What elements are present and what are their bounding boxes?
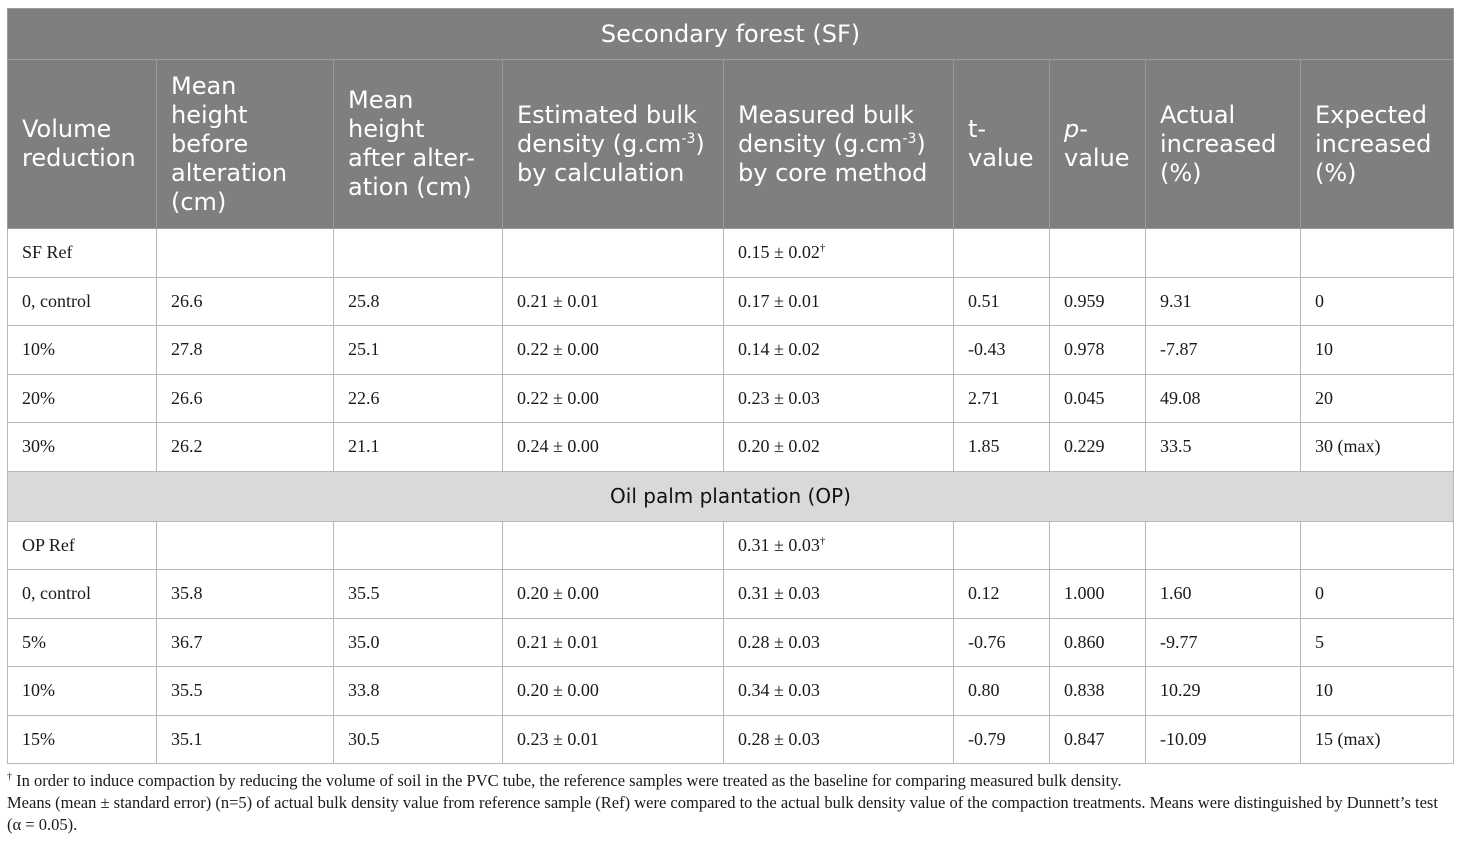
header-p-value	[1050, 60, 1146, 229]
table-cell: 35.5	[334, 570, 503, 619]
table-cell: 0.959	[1050, 277, 1146, 326]
cell-sf-ref-label: SF Ref	[8, 229, 157, 278]
table-cell: 0, control	[8, 570, 157, 619]
table-cell: 0.045	[1050, 374, 1146, 423]
section-title-sf: Secondary forest (SF)	[8, 9, 1454, 60]
table-cell: 0.21 ± 0.01	[503, 277, 724, 326]
table-cell: 0.847	[1050, 715, 1146, 764]
cell-empty	[954, 229, 1050, 278]
table-cell: 35.0	[334, 618, 503, 667]
table-cell: 0.23 ± 0.03	[724, 374, 954, 423]
table-cell: -0.76	[954, 618, 1050, 667]
header-measured-bd-sup: -3	[902, 130, 917, 147]
header-estimated-bd-sup: -3	[681, 130, 696, 147]
table-cell: 0.51	[954, 277, 1050, 326]
header-measured-bd-text2: ) by core method	[738, 129, 928, 187]
table-cell: 0.80	[954, 667, 1050, 716]
dagger-mark: †	[819, 534, 826, 547]
header-measured-bd-text: Measured bulk density (g.cm	[738, 100, 914, 158]
cell-empty	[1050, 521, 1146, 570]
table-cell: 25.1	[334, 326, 503, 375]
header-estimated-bd-text: Estimated bulk density (g.cm	[517, 100, 697, 158]
table-cell: 0.23 ± 0.01	[503, 715, 724, 764]
data-table	[7, 8, 1454, 764]
header-actual-increased: Actual increased (%)	[1146, 60, 1301, 229]
section-title-op: Oil palm plantation (OP)	[8, 471, 1454, 521]
cell-empty	[1050, 229, 1146, 278]
table-cell: 0.838	[1050, 667, 1146, 716]
table-cell: 0.28 ± 0.03	[724, 715, 954, 764]
table-cell: 10.29	[1146, 667, 1301, 716]
header-height-before: Mean height before alteration (cm)	[157, 60, 334, 229]
header-estimated-bd	[503, 60, 724, 229]
header-estimated-bd-text2: ) by calculation	[517, 129, 705, 187]
table-cell: 0.20 ± 0.00	[503, 667, 724, 716]
cell-empty	[1146, 229, 1301, 278]
cell-empty	[334, 229, 503, 278]
table-cell: 0.22 ± 0.00	[503, 374, 724, 423]
column-header-row	[8, 60, 1454, 229]
table-cell: 0.24 ± 0.00	[503, 423, 724, 472]
table-footnotes	[7, 770, 1453, 836]
table-cell: 26.6	[157, 277, 334, 326]
cell-empty	[157, 521, 334, 570]
dagger-mark: †	[819, 242, 826, 255]
cell-op-ref-label: OP Ref	[8, 521, 157, 570]
table-row-op-ref	[8, 521, 1454, 570]
sf-ref-measured-value: 0.15 ± 0.02	[738, 242, 820, 263]
table-cell: 27.8	[157, 326, 334, 375]
table-container	[7, 8, 1453, 836]
footnote-dagger-text: In order to induce compaction by reducing the volume of soil in the PVC tube, the reference samples were treated as the baseline for comparing measured bulk density.	[12, 771, 1122, 790]
table-cell: 0.21 ± 0.01	[503, 618, 724, 667]
op-ref-measured-value: 0.31 ± 0.03	[738, 534, 820, 555]
table-cell: 22.6	[334, 374, 503, 423]
table-cell: 33.8	[334, 667, 503, 716]
table-cell: 21.1	[334, 423, 503, 472]
table-cell: 20%	[8, 374, 157, 423]
table-cell: 2.71	[954, 374, 1050, 423]
table-cell: 1.000	[1050, 570, 1146, 619]
table-cell: -0.43	[954, 326, 1050, 375]
table-cell: 0.28 ± 0.03	[724, 618, 954, 667]
header-expected-increased: Expected increased (%)	[1301, 60, 1454, 229]
table-cell: 0.12	[954, 570, 1050, 619]
header-height-after: Mean height after alter-ation (cm)	[334, 60, 503, 229]
table-cell: 0.22 ± 0.00	[503, 326, 724, 375]
header-p-italic: p	[1064, 115, 1080, 143]
table-row	[8, 667, 1454, 716]
table-cell: 0, control	[8, 277, 157, 326]
table-cell: 10	[1301, 667, 1454, 716]
table-row	[8, 715, 1454, 764]
table-cell: 5	[1301, 618, 1454, 667]
header-volume-reduction: Volume reduction	[8, 60, 157, 229]
table-cell: 0.14 ± 0.02	[724, 326, 954, 375]
table-cell: 0.34 ± 0.03	[724, 667, 954, 716]
section-header-sf	[8, 9, 1454, 60]
header-p-rest: -value	[1064, 115, 1130, 172]
table-cell: 0.229	[1050, 423, 1146, 472]
table-cell: -10.09	[1146, 715, 1301, 764]
table-cell: 0.978	[1050, 326, 1146, 375]
header-measured-bd	[724, 60, 954, 229]
table-row	[8, 570, 1454, 619]
table-cell: 0.20 ± 0.00	[503, 570, 724, 619]
table-cell: 0.17 ± 0.01	[724, 277, 954, 326]
table-cell: 25.8	[334, 277, 503, 326]
cell-empty	[503, 229, 724, 278]
table-cell: 5%	[8, 618, 157, 667]
table-cell: 0	[1301, 277, 1454, 326]
table-cell: 1.60	[1146, 570, 1301, 619]
cell-empty	[954, 521, 1050, 570]
table-cell: 35.8	[157, 570, 334, 619]
cell-empty	[1301, 521, 1454, 570]
footnote-means: Means (mean ± standard error) (n=5) of actual bulk density value from reference sample (Ref) were compared to the actual bulk density value of the compaction treatments. Means were distinguished by Dunnett’s test (α = 0.05).	[7, 793, 1438, 834]
table-cell: 15%	[8, 715, 157, 764]
table-cell: 35.5	[157, 667, 334, 716]
table-cell: 35.1	[157, 715, 334, 764]
cell-empty	[1146, 521, 1301, 570]
table-cell: 9.31	[1146, 277, 1301, 326]
cell-sf-ref-measured	[724, 229, 954, 278]
footnote-dagger	[7, 770, 1453, 792]
cell-empty	[157, 229, 334, 278]
cell-empty	[1301, 229, 1454, 278]
table-cell: -7.87	[1146, 326, 1301, 375]
table-cell: 20	[1301, 374, 1454, 423]
table-cell: 0	[1301, 570, 1454, 619]
table-cell: 10%	[8, 326, 157, 375]
cell-op-ref-measured	[724, 521, 954, 570]
header-t-value: t-value	[954, 60, 1050, 229]
table-cell: 15 (max)	[1301, 715, 1454, 764]
table-row-sf-ref	[8, 229, 1454, 278]
table-cell: 26.6	[157, 374, 334, 423]
table-cell: 10	[1301, 326, 1454, 375]
table-cell: 0.31 ± 0.03	[724, 570, 954, 619]
table-cell: 36.7	[157, 618, 334, 667]
table-row	[8, 423, 1454, 472]
table-cell: 0.20 ± 0.02	[724, 423, 954, 472]
table-cell: 30%	[8, 423, 157, 472]
cell-empty	[334, 521, 503, 570]
table-cell: 26.2	[157, 423, 334, 472]
table-cell: -0.79	[954, 715, 1050, 764]
table-cell: 0.860	[1050, 618, 1146, 667]
table-cell: 30 (max)	[1301, 423, 1454, 472]
table-cell: 49.08	[1146, 374, 1301, 423]
table-row	[8, 277, 1454, 326]
table-row	[8, 618, 1454, 667]
table-cell: 33.5	[1146, 423, 1301, 472]
table-cell: -9.77	[1146, 618, 1301, 667]
table-cell: 30.5	[334, 715, 503, 764]
table-cell: 10%	[8, 667, 157, 716]
table-row	[8, 374, 1454, 423]
table-row	[8, 326, 1454, 375]
section-header-op	[8, 471, 1454, 521]
dagger-mark: †	[7, 771, 12, 783]
cell-empty	[503, 521, 724, 570]
table-cell: 1.85	[954, 423, 1050, 472]
